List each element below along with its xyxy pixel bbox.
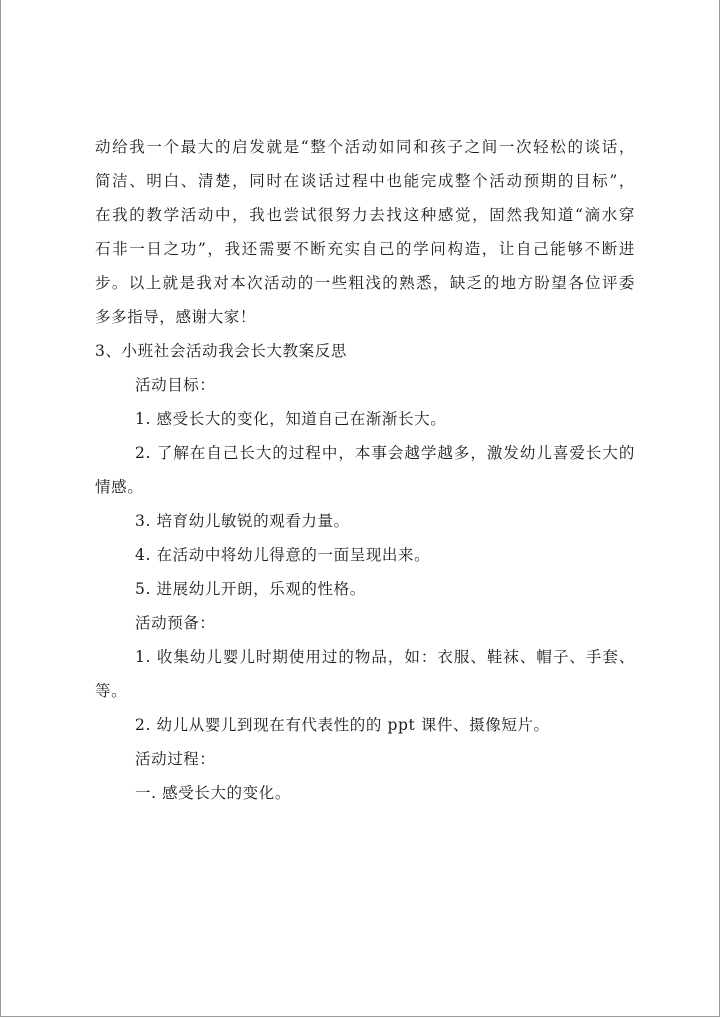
subheading-preparation: 活动预备：	[135, 614, 216, 632]
paragraph-line: 动给我一个最大的启发就是“整个活动如同和孩子之间一次轻松的谈话，	[95, 138, 635, 156]
list-item: 2. 幼儿从婴儿到现在有代表性的的 ppt 课件、摄像短片。	[135, 716, 550, 734]
list-item: 2. 了解在自己长大的过程中，本事会越学越多，激发幼儿喜爱长大的	[135, 444, 635, 462]
list-item: 4. 在活动中将幼儿得意的一面呈现出来。	[135, 546, 431, 564]
paragraph-line: 多多指导，感谢大家！	[95, 308, 257, 326]
paragraph-line: 在我的教学活动中，我也尝试很努力去找这种感觉，固然我知道“滴水穿	[95, 206, 635, 224]
list-item: 1. 感受长大的变化，知道自己在渐渐长大。	[135, 410, 447, 428]
paragraph-line: 简洁、明白、清楚，同时在谈话过程中也能完成整个活动预期的目标”，	[95, 172, 635, 190]
list-item: 5. 进展幼儿开朗，乐观的性格。	[135, 580, 366, 598]
list-item: 1. 收集幼儿婴儿时期使用过的物品，如：衣服、鞋袜、帽子、手套、	[135, 648, 635, 666]
list-item-continuation: 等。	[95, 682, 128, 700]
section-heading: 3、小班社会活动我会长大教案反思	[95, 342, 347, 360]
list-item: 3. 培育幼儿敏锐的观看力量。	[135, 512, 350, 530]
paragraph-line: 石非一日之功”，我还需要不断充实自己的学问构造，让自己能够不断进	[95, 240, 635, 258]
subheading-process: 活动过程：	[135, 750, 216, 768]
list-item-continuation: 情感。	[95, 478, 144, 496]
document-body	[95, 130, 635, 810]
paragraph-line: 步。以上就是我对本次活动的一些粗浅的熟悉，缺乏的地方盼望各位评委	[95, 274, 635, 292]
subheading-goals: 活动目标：	[135, 376, 216, 394]
list-item: 一. 感受长大的变化。	[135, 784, 291, 802]
